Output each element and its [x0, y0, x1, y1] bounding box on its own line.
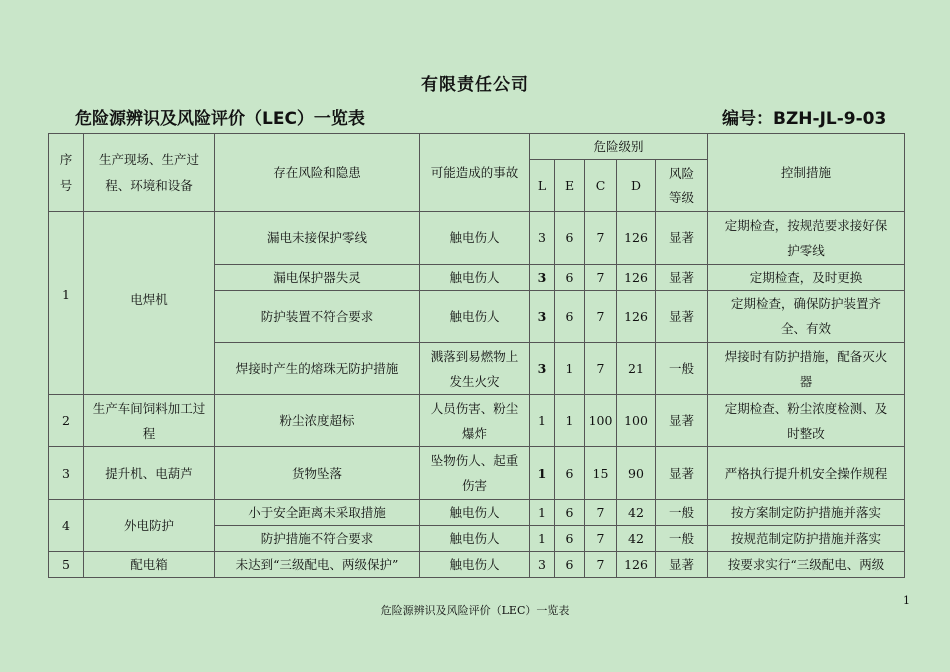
- row-C: 100: [585, 395, 617, 447]
- row-risk: 显著: [656, 447, 708, 499]
- row-C: 7: [585, 525, 617, 551]
- row-control: 按规范制定防护措施并落实: [708, 525, 905, 551]
- row-hazard: 货物坠落: [215, 447, 420, 499]
- row-L: 1: [530, 447, 555, 499]
- company-name: 有限责任公司: [421, 75, 529, 95]
- row-risk: 显著: [656, 551, 708, 577]
- row-hazard: 小于安全距离未采取措施: [215, 499, 420, 525]
- row-risk: 显著: [656, 212, 708, 264]
- row-control: [708, 212, 905, 264]
- row-control: 按方案制定防护措施并落实: [708, 499, 905, 525]
- row-hazard: 防护装置不符合要求: [215, 290, 420, 342]
- row-L: 3: [530, 290, 555, 342]
- row-D: 126: [617, 212, 656, 264]
- row-seq: 5: [49, 551, 84, 577]
- page-number: 1: [903, 594, 910, 607]
- row-E: 6: [555, 447, 585, 499]
- row-risk: 显著: [656, 395, 708, 447]
- row-control: 定期检查，及时更换: [708, 264, 905, 290]
- header-risk-text: 风险 等级: [669, 165, 695, 205]
- row-control-text: 焊接时有防护措施，配备灭火 器: [724, 348, 888, 389]
- row-location: [84, 395, 215, 447]
- header-seq-text: 序 号: [59, 151, 73, 193]
- row-hazard: 漏电未接保护零线: [215, 212, 420, 264]
- row-hazard: 粉尘浓度超标: [215, 395, 420, 447]
- header-location-text: 生产现场、生产过 程、环境和设备: [98, 151, 199, 193]
- row-risk: 一般: [656, 525, 708, 551]
- row-accident: 触电伤人: [420, 290, 530, 342]
- row-L: 3: [530, 551, 555, 577]
- row-C: 7: [585, 290, 617, 342]
- table-row: [49, 551, 905, 577]
- row-L: 1: [530, 499, 555, 525]
- row-location: 电焊机: [84, 212, 215, 395]
- row-accident: [420, 447, 530, 499]
- row-L: 3: [530, 264, 555, 290]
- row-E: 6: [555, 499, 585, 525]
- row-risk: 显著: [656, 290, 708, 342]
- row-C: 7: [585, 551, 617, 577]
- header-seq: [49, 134, 84, 212]
- row-C: 7: [585, 264, 617, 290]
- row-location: 提升机、电葫芦: [84, 447, 215, 499]
- document-number: 编号：BZH-JL-9-03: [722, 109, 887, 129]
- row-accident: 触电伤人: [420, 499, 530, 525]
- row-seq: 2: [49, 395, 84, 447]
- row-C: 7: [585, 212, 617, 264]
- row-E: 1: [555, 342, 585, 394]
- row-C: 7: [585, 499, 617, 525]
- row-E: 6: [555, 212, 585, 264]
- row-location: 配电箱: [84, 551, 215, 577]
- header-accident: 可能造成的事故: [420, 134, 530, 212]
- row-D: 126: [617, 551, 656, 577]
- page-footer: 危险源辨识及风险评价（LEC）一览表: [380, 604, 570, 617]
- row-location: 外电防护: [84, 499, 215, 551]
- row-E: 6: [555, 290, 585, 342]
- row-E: 6: [555, 525, 585, 551]
- row-D: 42: [617, 499, 656, 525]
- hazard-table: [48, 133, 905, 578]
- header-level: 危险级别: [530, 134, 708, 160]
- row-control: [708, 290, 905, 342]
- row-C: 7: [585, 342, 617, 394]
- row-D: 126: [617, 264, 656, 290]
- row-control-text: 定期检查，确保防护装置齐 全、有效: [731, 296, 882, 337]
- header-E: E: [555, 160, 585, 212]
- row-control: [708, 342, 905, 394]
- row-E: 6: [555, 551, 585, 577]
- header-control: 控制措施: [708, 134, 905, 212]
- row-accident: 触电伤人: [420, 525, 530, 551]
- row-control: 严格执行提升机安全操作规程: [708, 447, 905, 499]
- row-accident: 触电伤人: [420, 212, 530, 264]
- header-L: L: [530, 160, 555, 212]
- table-row: [49, 395, 905, 447]
- row-L: 3: [530, 212, 555, 264]
- row-accident: 触电伤人: [420, 264, 530, 290]
- row-risk: 显著: [656, 264, 708, 290]
- row-hazard: 焊接时产生的熔珠无防护措施: [215, 342, 420, 394]
- row-seq: 4: [49, 499, 84, 551]
- row-control-text: 定期检查，按规范要求接好保 护零线: [724, 217, 888, 258]
- row-accident-text: 溅落到易燃物上 发生火灾: [430, 348, 519, 389]
- row-control-text: 定期检查、粉尘浓度检测、及 时整改: [724, 400, 888, 441]
- row-seq: 3: [49, 447, 84, 499]
- row-accident: [420, 342, 530, 394]
- table-row: [49, 499, 905, 525]
- row-hazard: 防护措施不符合要求: [215, 525, 420, 551]
- header-row: [49, 134, 905, 160]
- header-location: [84, 134, 215, 212]
- row-accident-text: 人员伤害、粉尘 爆炸: [430, 400, 519, 441]
- row-accident: [420, 395, 530, 447]
- row-D: 90: [617, 447, 656, 499]
- table-row: [49, 212, 905, 264]
- row-accident: 触电伤人: [420, 551, 530, 577]
- row-L: 1: [530, 395, 555, 447]
- row-D: 21: [617, 342, 656, 394]
- header-D: D: [617, 160, 656, 212]
- row-control: [708, 395, 905, 447]
- header-C: C: [585, 160, 617, 212]
- header-risk: [656, 160, 708, 212]
- row-accident-text: 坠物伤人、起重 伤害: [430, 453, 519, 493]
- row-L: 3: [530, 342, 555, 394]
- row-hazard: 漏电保护器失灵: [215, 264, 420, 290]
- row-risk: 一般: [656, 499, 708, 525]
- row-seq: 1: [49, 212, 84, 395]
- row-risk: 一般: [656, 342, 708, 394]
- row-location-text: 生产车间饲料加工过 程: [92, 400, 206, 441]
- row-E: 1: [555, 395, 585, 447]
- table-row: [49, 447, 905, 499]
- row-L: 1: [530, 525, 555, 551]
- row-D: 100: [617, 395, 656, 447]
- row-E: 6: [555, 264, 585, 290]
- row-hazard: 未达到“三级配电、两级保护”: [215, 551, 420, 577]
- row-D: 126: [617, 290, 656, 342]
- row-D: 42: [617, 525, 656, 551]
- header-hazard: 存在风险和隐患: [215, 134, 420, 212]
- row-control: 按要求实行“三级配电、两级: [708, 551, 905, 577]
- row-C: 15: [585, 447, 617, 499]
- document-title: 危险源辨识及风险评价（LEC）一览表: [75, 109, 365, 129]
